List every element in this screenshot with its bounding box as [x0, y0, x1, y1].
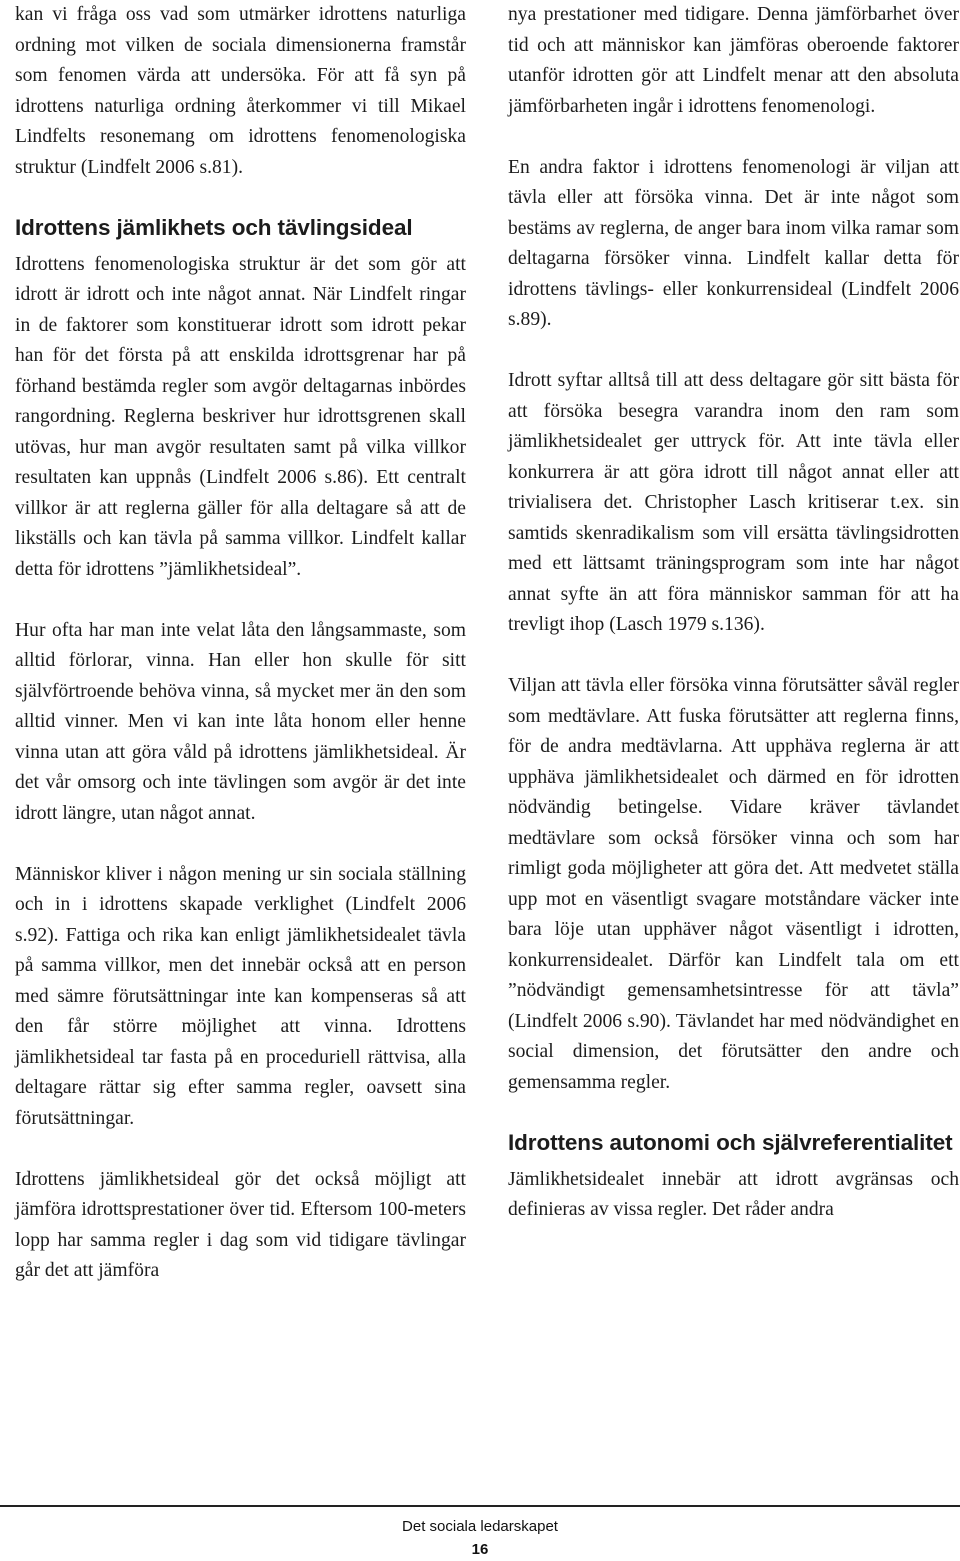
section-heading-autonomy: Idrottens autonomi och självreferentialitet: [508, 1129, 953, 1155]
section-heading-equality-ideal: Idrottens jämlikhets och tävlingsideal: [15, 214, 413, 240]
paragraph-intro: kan vi fråga oss vad som utmärker idrottens naturliga ordning mot vilken de sociala dimensionerna framstår som fenomen värda att undersöka. För att få syn på idrottens naturliga ordning återkommer vi till Mikael Lindfelts resonemang om idrottens fenomenologiska struktur (Lindfelt 2006 s.81).: [15, 4, 466, 178]
footer-divider: [0, 1505, 960, 1507]
paragraph-competitors: Viljan att tävla eller försöka vinna förutsätter såväl regler som medtävlare. Att fuska förutsätter att reglerna finns, för de andra medtävlarna. Att upphäva reglerna är att upphäva jämlikhetsidealet och därmed en för idrotten nödvändig betingelse. Vidare kräver tävlandet medtävlare som också försöker vinna och som har rimligt goda möjligheter att göra det. Att medvetet ställa upp mot en väsentligt svagare motståndare väcker inte bara löje utan upphäver något väsentligt i idrotten, konkurrensidealet. Därför kan Lindfelt tala om ett ”nödvändigt gemensamhetsintresse för att tävla” (Lindfelt 2006 s.90). Tävlandet har med nödvändighet en social dimension, det förutsätter den andre och gemensamma regler.: [508, 675, 959, 1093]
footer-title: Det sociala ledarskapet: [402, 1518, 558, 1535]
paragraph-slowest: Hur ofta har man inte velat låta den långsammaste, som alltid förlorar, vinna. Han eller hon skulle för sitt självförtroende behöva vinna, så mycket mer än den som alltid vinner. Men vi kan inte låta honom eller henne vinna utan att göra våld på idrottens jämlikhetsideal. Är det vår omsorg och inte tävlingen som avgör är det inte idrott längre, utan något annat.: [15, 619, 466, 824]
paragraph-purpose: Idrott syftar alltså till att dess deltagare gör sitt bästa för att försöka besegra varandra inom den ram som jämlikhetsidealet ger uttryck för. Att inte tävla eller konkurrera är att göra idrott till något annat eller att trivialisera det. Christopher Lasch kritiserar t.ex. sin samtids skenradikalism som vill ersätta tävlingsidrotten med ett lättsamt träningsprogram som inte har något annat syfte än att föra människor samman för att ha trevligt ihop (Lasch 1979 s.136).: [508, 370, 959, 635]
paragraph-comparability-cont: nya prestationer med tidigare. Denna jämförbarhet över tid och att människor kan jämföras oberoende faktorer utanför idrotten gör att Lindfelt menar att den absoluta jämförbarheten ingår i idrottens fenomenologi.: [508, 4, 959, 117]
paragraph-comparability: Idrottens jämlikhetsideal gör det också möjligt att jämföra idrottsprestationer över tid. Eftersom 100-meters lopp har samma regler i dag som vid tidigare tävlingar går det att jämföra: [15, 1168, 466, 1281]
right-column: [508, 0, 959, 1226]
page-number: 16: [471, 1541, 489, 1558]
paragraph-autonomy: Jämlikhetsidealet innebär att idrott avgränsas och definieras av vissa regler. Det råder andra: [508, 1168, 959, 1220]
paragraph-social-position: Människor kliver i någon mening ur sin sociala ställning och in i idrottens skapade verklighet (Lindfelt 2006 s.92). Fattiga och rika kan enligt jämlikhetsidealet tävla på samma villkor, men det innebär också att en person med sämre förutsättningar inte kan kompenseras så att den får större möjlighet att vinna. Idrottens jämlikhetsideal tar fasta på en proceduriell rättvisa, alla deltagare rättar sig efter samma regler, oavsett sina förutsättningar.: [15, 863, 466, 1129]
paragraph-phenomenology: Idrottens fenomenologiska struktur är det som gör att idrott är idrott och inte något annat. När Lindfelt ringar in de faktorer som konstituerar idrott som idrott pekar han för det första på att enskilda idrottsgrenar har på förhand bestämda regler som avgör deltagarnas inbördes rangordning. Reglerna beskriver hur idrottsgrenen skall utövas, hur man avgör resultaten samt på vilka villkor resultaten kan uppnås (Lindfelt 2006 s.86). Ett centralt villkor är att reglerna gäller för alla deltagare så att de likställs och kan tävla på samma villkor. Lindfelt kallar detta för idrottens ”jämlikhetsideal”.: [15, 253, 466, 580]
left-column: [15, 0, 466, 1287]
paragraph-will-to-compete: En andra faktor i idrottens fenomenologi är viljan att tävla eller att försöka vinna. Det är inte något som bestäms av reglerna, de anger bara inom vilka ramar som deltagarna försöker vinna. Lindfelt kallar detta för idrottens tävlings- eller konkurrensideal (Lindfelt 2006 s.89).: [508, 156, 959, 330]
